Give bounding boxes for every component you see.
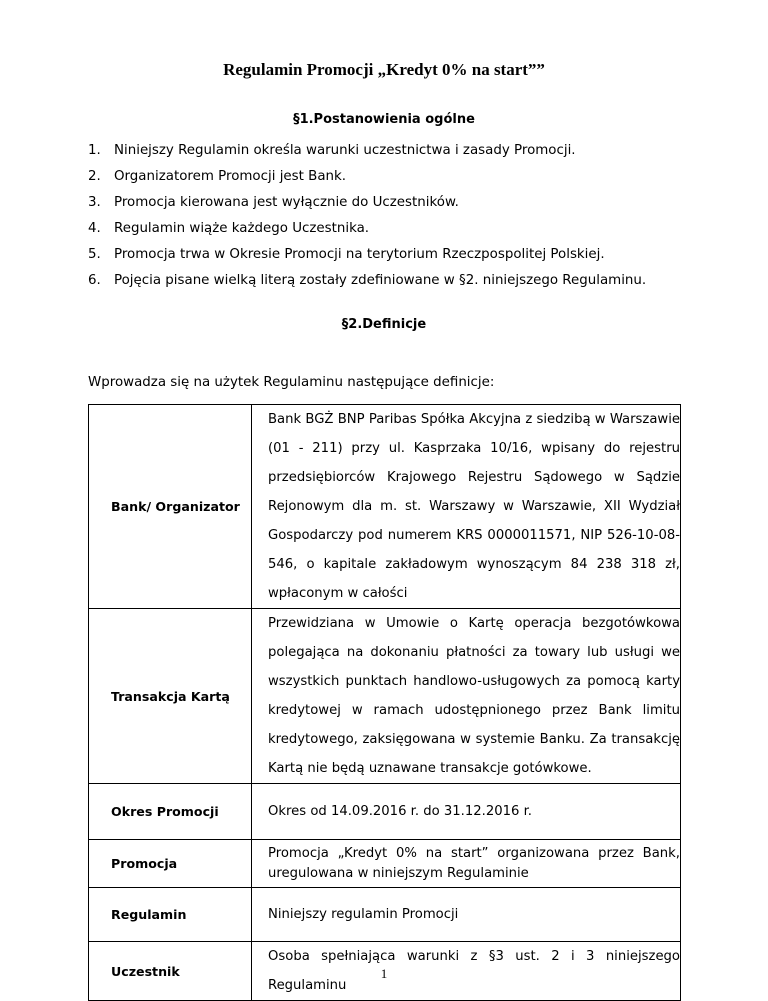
list-item-text: Regulamin wiąże każdego Uczestnika. [114,221,370,236]
section-1-heading: §1.Postanowienia ogólne [293,112,475,127]
general-provisions-list [88,138,646,294]
page-number: 1 [380,966,388,981]
list-item-text: Niniejszy Regulamin określa warunki uczestnictwa i zasady Promocji. [114,143,576,158]
list-item [88,268,646,294]
document-title: Regulamin Promocji „Kredyt 0% na start”” [223,60,545,79]
list-item-number: 6. [88,273,101,288]
definition-term: Uczestnik [89,942,252,1001]
definition-text: Osoba spełniająca warunki z §3 ust. 2 i 3 niniejszego Regulaminu [252,942,681,1001]
list-item-number: 4. [88,221,101,236]
table-row [89,405,681,609]
definition-term: Bank/ Organizator [89,405,252,609]
list-item [88,216,646,242]
definitions-intro: Wprowadza się na użytek Regulaminu następujące definicje: [88,375,495,390]
definition-text: Przewidziana w Umowie o Kartę operacja bezgotówkowa polegająca na dokonaniu płatności za towary lub usługi we wszystkich punktach handlowo-usługowych za pomocą karty kredytowej w ramach udostępnionego przez Bank limitu kredytowego, zaksięgowana w systemie Banku. Za transakcję Kartą nie będą uznawane transakcje gotówkowe. [252,609,681,784]
definitions-table [88,404,681,1001]
table-row [89,888,681,942]
definition-text: Promocja „Kredyt 0% na start” organizowana przez Bank, uregulowana w niniejszym Regulaminie [252,840,681,888]
section-2-heading: §2.Definicje [341,317,427,332]
table-row [89,784,681,840]
list-item [88,164,646,190]
table-row [89,609,681,784]
table-row [89,840,681,888]
list-item-number: 1. [88,143,101,158]
definition-text: Okres od 14.09.2016 r. do 31.12.2016 r. [252,784,681,840]
list-item [88,138,646,164]
definition-term: Promocja [89,840,252,888]
definition-term: Regulamin [89,888,252,942]
list-item-text: Pojęcia pisane wielką literą zostały zdefiniowane w §2. niniejszego Regulaminu. [114,273,647,288]
list-item [88,190,646,216]
definition-term: Okres Promocji [89,784,252,840]
list-item-text: Promocja trwa w Okresie Promocji na terytorium Rzeczpospolitej Polskiej. [114,247,605,262]
list-item-number: 3. [88,195,101,210]
definition-text: Niniejszy regulamin Promocji [252,888,681,942]
list-item-text: Organizatorem Promocji jest Bank. [114,169,347,184]
definition-text: Bank BGŻ BNP Paribas Spółka Akcyjna z siedzibą w Warszawie (01 - 211) przy ul. Kasprzaka 10/16, wpisany do rejestru przedsiębiorców Krajowego Rejestru Sądowego w Sądzie Rejonowym dla m. st. Warszawy w Warszawie, XII Wydział Gospodarczy pod numerem KRS 0000011571, NIP 526-10-08-546, o kapitale zakładowym wynoszącym 84 238 318 zł, wpłaconym w całości [252,405,681,609]
list-item-text: Promocja kierowana jest wyłącznie do Uczestników. [114,195,459,210]
list-item [88,242,646,268]
list-item-number: 2. [88,169,101,184]
list-item-number: 5. [88,247,101,262]
definition-term: Transakcja Kartą [89,609,252,784]
